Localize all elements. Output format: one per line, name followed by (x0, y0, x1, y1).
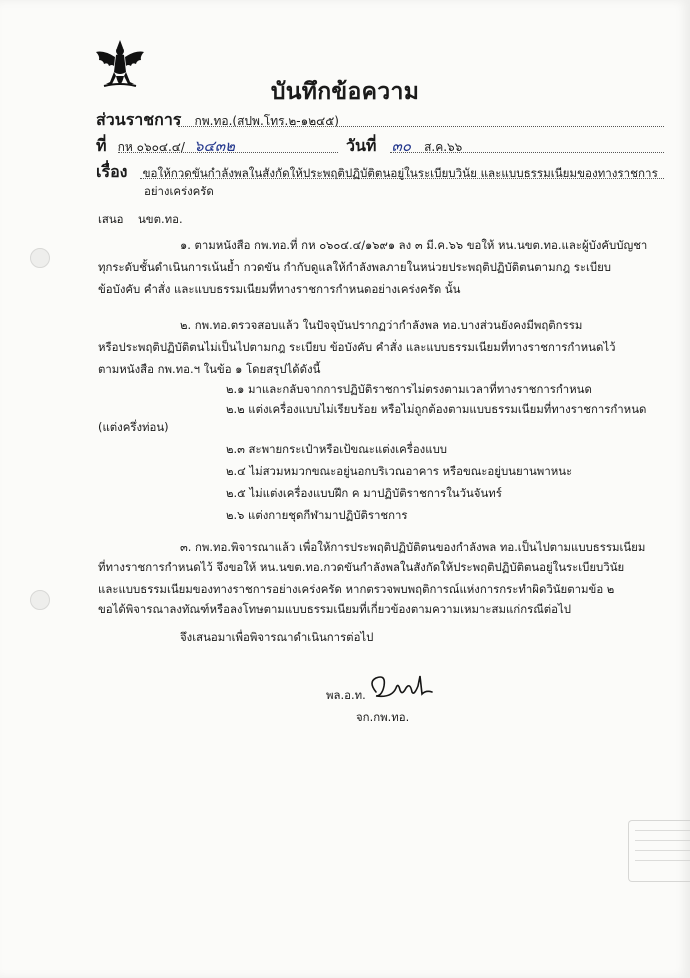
signature-rank: พล.อ.ท. (326, 688, 366, 702)
subject-line-1: ขอให้กวดขันกำลังพลในสังกัดให้ประพฤติปฏิบัติตนอยู่ในระเบียบวินัย และแบบธรรมเนียมของทางราชการ (142, 166, 658, 180)
closing-line: จึงเสนอมาเพื่อพิจารณาดำเนินการต่อไป (180, 630, 374, 644)
subject-label: เรื่อง (96, 162, 128, 181)
ref-value: กห ๐๖๐๔.๔/ (117, 140, 185, 154)
para1-line1: ๑. ตามหนังสือ กพ.ทอ.ที่ กห ๐๖๐๔.๔/๑๖๙๑ ลง ๓ มี.ค.๖๖ ขอให้ หน.นขต.ทอ.และผู้บังคับบัญชา (180, 238, 648, 252)
para1-line2: ทุกระดับชั้นดำเนินการเน้นย้ำ กวดขัน กำกับดูแลให้กำลังพลภายในหน่วยประพฤติปฏิบัติตนตามกฎ ระเบียบ (98, 260, 612, 274)
subject-line-2: อย่างเคร่งครัด (144, 184, 214, 198)
ref-label: ที่ (96, 136, 107, 155)
punch-hole (30, 248, 50, 268)
signature-position: จก.กพ.ทอ. (356, 710, 410, 724)
para3-line4: ขอได้พิจารณาลงทัณฑ์หรือลงโทษตามแบบธรรมเนียมที่เกี่ยวข้องตามความเหมาะสมแก่กรณีต่อไป (98, 602, 571, 616)
handwritten-signature-icon (366, 672, 440, 706)
para1-line3: ข้อบังคับ คำสั่ง และแบบธรรมเนียมที่ทางราชการกำหนดอย่างเคร่งครัด นั้น (98, 282, 461, 296)
date-handwritten-day: ๓๐ (391, 137, 411, 155)
subject-row (96, 160, 658, 185)
para3-line2: ที่ทางราชการกำหนดไว้ จึงขอให้ หน.นขต.ทอ.กวดขันกำลังพลในสังกัดให้ประพฤติปฏิบัติตนอยู่ในระเบียบวินัย (98, 560, 625, 574)
agency-row (96, 108, 339, 133)
para3-line1: ๓. กพ.ทอ.พิจารณาแล้ว เพื่อให้การประพฤติปฏิบัติตนของกำลังพล ทอ.เป็นไปตามแบบธรรมเนียม (180, 540, 646, 554)
agency-label: ส่วนราชการ (96, 110, 182, 129)
date-dotted-line (390, 152, 664, 153)
list-item: ๒.๓ สะพายกระเป๋าหรือเป้ขณะแต่งเครื่องแบบ (226, 442, 448, 456)
list-item: ๒.๖ แต่งกายชุดกีฬามาปฏิบัติราชการ (226, 508, 408, 522)
to-value: นขต.ทอ. (138, 212, 183, 226)
list-item: ๒.๕ ไม่แต่งเครื่องแบบฝึก ค มาปฏิบัติราชการในวันจันทร์ (226, 486, 502, 500)
para2-line1: ๒. กพ.ทอ.ตรวจสอบแล้ว ในปัจจุบันปรากฏว่ากำลังพล ทอ.บางส่วนยังคงมีพฤติกรรม (180, 318, 583, 332)
ref-dotted-line (118, 152, 338, 153)
para2-line2: หรือประพฤติปฏิบัติตนไม่เป็นไปตามกฎ ระเบียบ ข้อบังคับ คำสั่ง และแบบธรรมเนียมที่ทางราชการกำหนดไว้ (98, 340, 616, 354)
date-row (346, 134, 462, 159)
ref-handwritten-number: ๖๔๓๒ (194, 137, 236, 155)
document-title: บันทึกข้อความ (270, 79, 420, 105)
to-label: เสนอ (98, 212, 124, 226)
faint-stamp-mark (628, 820, 690, 882)
list-item-continuation: (แต่งครึ่งท่อน) (98, 420, 169, 434)
punch-hole (30, 590, 50, 610)
date-label: วันที่ (346, 136, 377, 155)
agency-value: กพ.ทอ.(สปพ.โทร.๒-๑๒๔๕) (194, 114, 339, 128)
date-value: ส.ค.๖๖ (424, 140, 463, 154)
para3-line3: และแบบธรรมเนียมของทางราชการอย่างเคร่งครัด หากตรวจพบพฤติการณ์แห่งการกระทำผิดวินัยตามข้อ ๒ (98, 582, 615, 596)
list-item: ๒.๑ มาและกลับจากการปฏิบัติราชการไม่ตรงตามเวลาที่ทางราชการกำหนด (226, 382, 592, 396)
para2-line3: ตามหนังสือ กพ.ทอ.ฯ ในข้อ ๑ โดยสรุปได้ดังนี้ (98, 362, 321, 376)
ref-row (96, 134, 235, 159)
subject-dotted-line (140, 178, 664, 179)
list-item: ๒.๒ แต่งเครื่องแบบไม่เรียบร้อย หรือไม่ถูกต้องตามแบบธรรมเนียมที่ทางราชการกำหนด (226, 402, 647, 416)
list-item: ๒.๔ ไม่สวมหมวกขณะอยู่นอกบริเวณอาคาร หรือขณะอยู่บนยานพาหนะ (226, 464, 573, 478)
agency-dotted-line (178, 126, 664, 127)
